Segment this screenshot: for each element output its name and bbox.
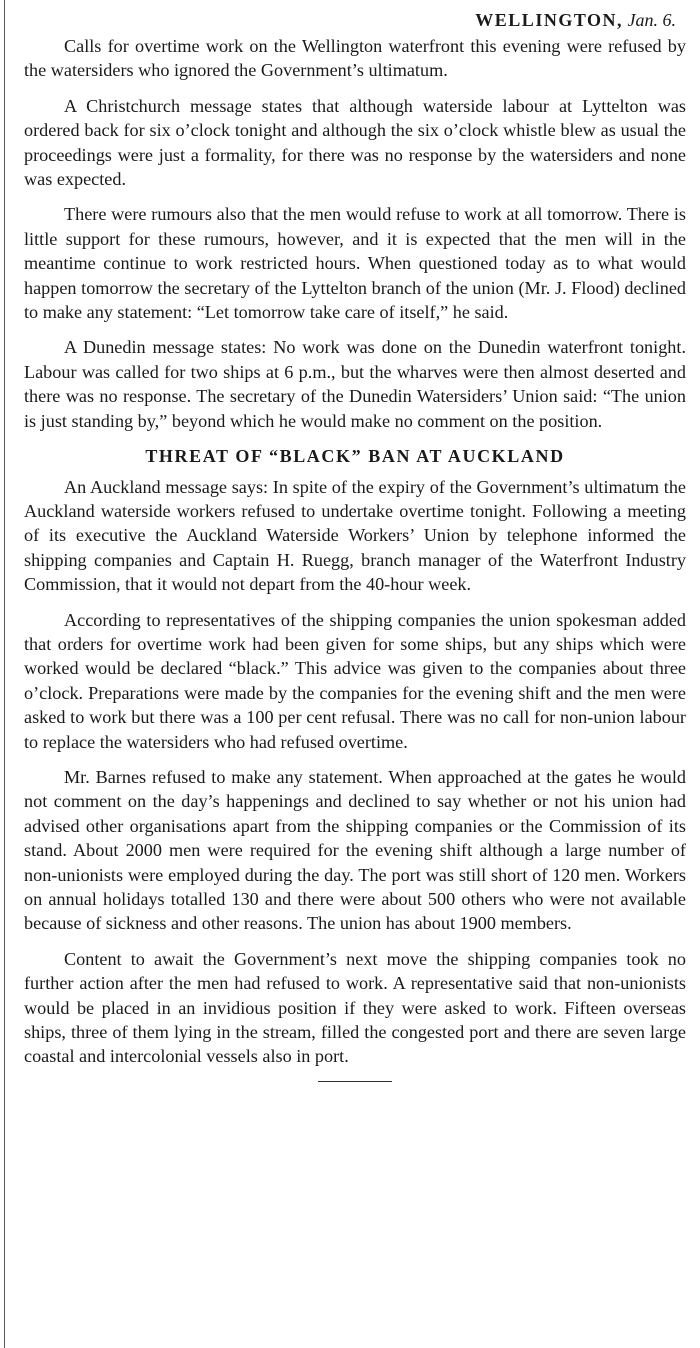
- paragraph-christchurch: A Christchurch message states that although waterside labour at Lyttelton was ordered back for six o’clock tonight and although the six o’clock whistle blew as usual the proceedings were just a formality, for there was no response by the watersiders and none was expected.: [24, 95, 686, 190]
- paragraph-rumours: There were rumours also that the men would refuse to work at all tomorrow. There is little support for these rumours, however, and it is expected that the men will in the meantime continue to work restricted hours. When questioned today as to what would happen tomorrow the secretary of the Lyttelton branch of the union (Mr. J. Flood) declined to make any statement: “Let tomorrow take care of itself,” he said.: [24, 204, 686, 323]
- dateline: [24, 8, 676, 34]
- paragraph-auckland: An Auckland message says: In spite of the expiry of the Government’s ultimatum the Auckland waterside workers refused to undertake overtime tonight. Following a meeting of its executive the Auckland Waterside Workers’ Union by telephone informed the shipping companies and Captain H. Ruegg, branch manager of the Waterfront Industry Commission, that it would not depart from the 40-hour week.: [24, 476, 686, 595]
- closing-rule: [318, 1081, 392, 1082]
- dateline-place: WELLINGTON,: [475, 10, 623, 30]
- paragraph-shipping-companies: According to representatives of the shipping companies the union spokesman added that orders for overtime work had been given for some ships, but any ships which were worked would be declared “black.” This advice was given to the companies about three o’clock. Preparations were made by the companies for the evening shift and the men were asked to work but there was a 100 per cent refusal. There was no call for non-union labour to replace the watersiders who had refused overtime.: [24, 609, 686, 752]
- section-heading: THREAT OF “BLACK” BAN AT AUCKLAND: [145, 446, 565, 467]
- paragraph-content-to-await: Content to await the Government’s next move the shipping companies took no further action after the men had refused to work. A representative said that non-unionists would be placed in an invidious position if they were asked to work. Fifteen overseas ships, three of them lying in the stream, filled the congested port and there are seven large coastal and intercolonial vessels also in port.: [24, 948, 686, 1067]
- paragraph-dunedin: A Dunedin message states: No work was done on the Dunedin waterfront tonight. Labour was called for two ships at 6 p.m., but the wharves were then almost deserted and there was no response. The secretary of the Dunedin Watersiders’ Union said: “The union is just standing by,” beyond which he would make no comment on the position.: [24, 337, 686, 431]
- paragraph-wellington: Calls for overtime work on the Wellington waterfront this evening were refused by the watersiders who ignored the Government’s ultimatum.: [24, 36, 686, 81]
- paragraph-mr-barnes: Mr. Barnes refused to make any statement. When approached at the gates he would not comment on the day’s happenings and declined to say whether or not his union had advised other organisations apart from the shipping companies or the Commission of its stand. About 2000 men were required for the evening shift although a large number of non-unionists were employed during the day. The port was still short of 120 men. Workers on annual holidays totalled 130 and there were about 500 others who were not available because of sickness and other reasons. The union has about 1900 members.: [24, 766, 686, 934]
- dateline-date: Jan. 6.: [627, 10, 676, 30]
